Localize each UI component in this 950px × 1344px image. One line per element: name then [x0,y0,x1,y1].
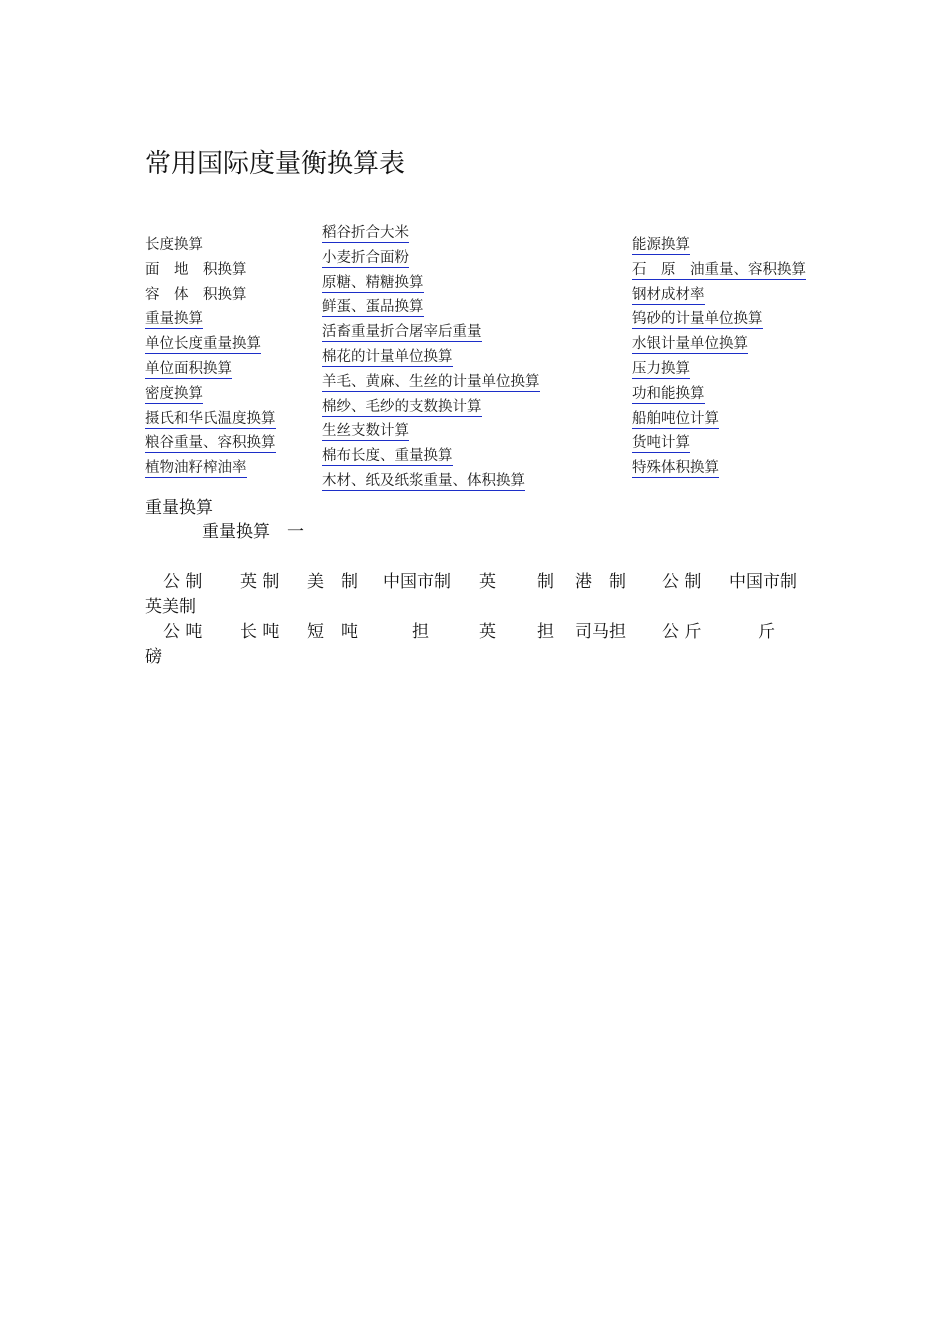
toc-link[interactable]: 植物油籽榨油率 [145,460,247,477]
toc-item[interactable] [322,469,540,494]
toc-link[interactable]: 棉花的计量单位换算 [322,348,453,365]
system-header: 公 制 [163,572,203,592]
toc-item[interactable] [145,456,276,481]
toc-link[interactable]: 重量换算 [145,311,203,328]
section-heading: 重量换算 [145,498,213,518]
toc-item[interactable] [632,357,806,382]
toc-link[interactable]: 石 原 油重量、容积换算 [632,261,806,278]
unit-label: 英 [479,622,496,642]
toc-link[interactable]: 单位长度重量换算 [145,336,261,353]
unit-label: 短 吨 [307,622,358,642]
unit-label: 担 [537,622,554,642]
toc-item [145,258,276,283]
toc-item [145,233,276,258]
toc-item[interactable] [632,332,806,357]
unit-label: 担 [412,622,429,642]
toc-item[interactable] [322,419,540,444]
toc-item[interactable] [145,332,276,357]
toc-link[interactable]: 粮谷重量、容积换算 [145,435,276,452]
toc-link[interactable]: 鲜蛋、蛋品换算 [322,299,424,316]
toc-item[interactable] [145,357,276,382]
toc-link[interactable]: 木材、纸及纸浆重量、体积换算 [322,472,525,489]
toc-item[interactable] [322,295,540,320]
system-header: 英 [479,572,496,592]
toc-link[interactable]: 压力换算 [632,360,690,377]
toc-link[interactable]: 棉纱、毛纱的支数换计算 [322,398,482,415]
toc-item[interactable] [632,307,806,332]
toc-item[interactable] [632,382,806,407]
toc-link[interactable]: 生丝支数计算 [322,423,409,440]
toc-label: 容 体 积换算 [145,286,247,303]
toc-item[interactable] [632,258,806,283]
unit-label: 斤 [758,622,775,642]
toc-link[interactable]: 能源换算 [632,237,690,253]
toc-item[interactable] [322,246,540,271]
toc-link[interactable]: 活畜重量折合屠宰后重量 [322,324,482,341]
toc-column-1 [145,233,276,481]
toc-item[interactable] [322,395,540,420]
toc-item [145,283,276,308]
toc-column-2 [322,221,540,494]
toc-item[interactable] [632,456,806,481]
toc-item[interactable] [322,271,540,296]
system-header: 英美制 [145,597,196,617]
toc-item[interactable] [322,320,540,345]
toc-link[interactable]: 单位面积换算 [145,360,232,377]
toc-label: 面 地 积换算 [145,261,247,278]
unit-label: 公 斤 [662,622,702,642]
sub-heading: 重量换算 一 [202,522,304,542]
toc-item[interactable] [632,431,806,456]
toc-link[interactable]: 羊毛、黄麻、生丝的计量单位换算 [322,373,540,390]
system-header: 制 [537,572,554,592]
toc-link[interactable]: 特殊体积换算 [632,460,719,477]
toc-link[interactable]: 钨砂的计量单位换算 [632,311,763,328]
system-header: 公 制 [662,572,702,592]
toc-item[interactable] [145,407,276,432]
toc-column-3 [632,233,806,481]
toc-item[interactable] [145,307,276,332]
system-header: 英 制 [240,572,280,592]
toc-item[interactable] [322,345,540,370]
toc-link[interactable]: 水银计量单位换算 [632,336,748,353]
unit-label: 司马担 [575,622,626,642]
toc-item[interactable] [632,233,806,258]
toc-link[interactable]: 船舶吨位计算 [632,410,719,427]
system-header: 港 制 [575,572,626,592]
toc-item[interactable] [322,370,540,395]
toc-link[interactable]: 货吨计算 [632,435,690,452]
toc-item[interactable] [632,407,806,432]
page-title: 常用国际度量衡换算表 [145,149,406,179]
toc-link[interactable]: 摄氏和华氏温度换算 [145,410,276,427]
system-header: 中国市制 [729,572,797,592]
toc-link[interactable]: 稻谷折合大米 [322,225,409,241]
unit-label: 磅 [145,647,162,667]
unit-label: 公 吨 [163,622,203,642]
toc-item[interactable] [632,283,806,308]
toc-link[interactable]: 原糖、精糖换算 [322,274,424,291]
toc-label: 长度换算 [145,237,203,253]
toc-link[interactable]: 钢材成材率 [632,286,705,303]
toc-item[interactable] [322,221,540,246]
toc-item[interactable] [145,382,276,407]
toc-item[interactable] [322,444,540,469]
toc-link[interactable]: 密度换算 [145,385,203,402]
toc-link[interactable]: 功和能换算 [632,385,705,402]
system-header: 中国市制 [383,572,451,592]
toc-item[interactable] [145,431,276,456]
system-header: 美 制 [307,572,358,592]
toc-link[interactable]: 棉布长度、重量换算 [322,448,453,465]
unit-label: 长 吨 [240,622,280,642]
toc-link[interactable]: 小麦折合面粉 [322,249,409,266]
